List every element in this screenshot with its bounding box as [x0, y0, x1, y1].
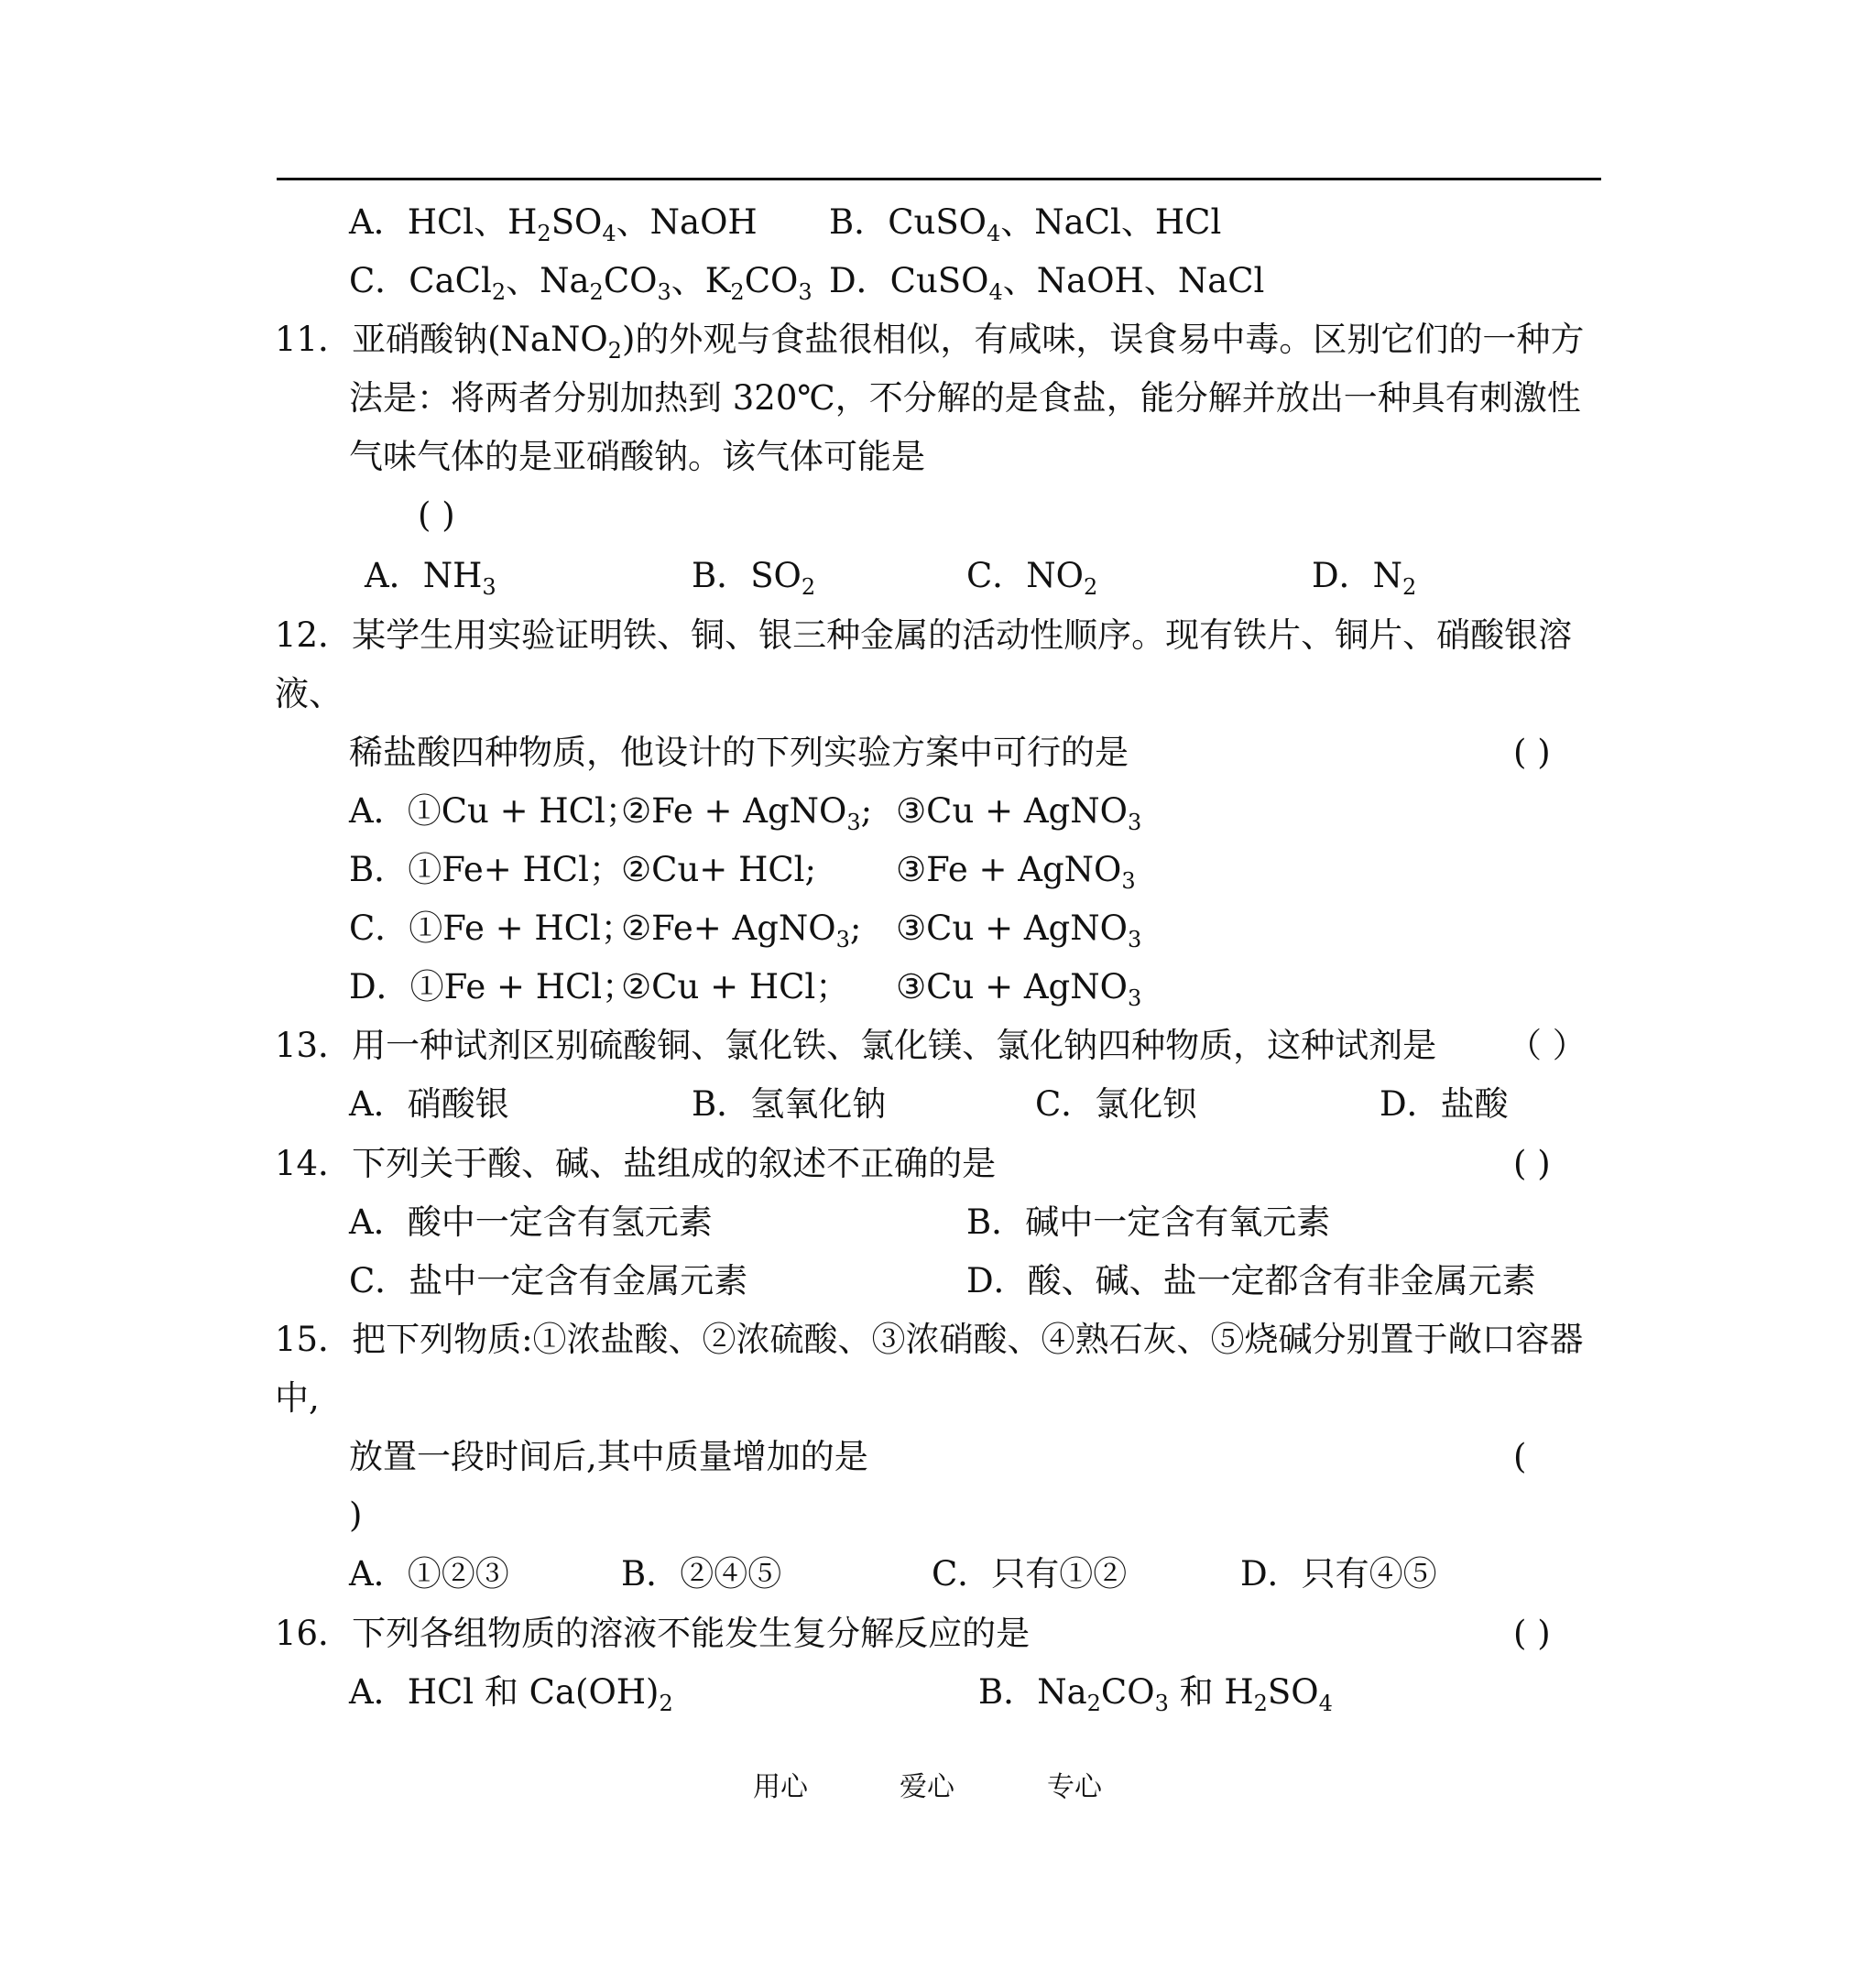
q10-option-d: D．CuSO$_4$、NaOH、NaCl [829, 261, 1265, 305]
q13-option-a: A．硝酸银 [349, 1084, 509, 1124]
subscript: 2 [607, 338, 622, 364]
subscript: 2 [537, 221, 551, 246]
q12-option-d-1: D．①Fe + HCl； [349, 967, 637, 1006]
q14-option-d: D．酸、碱、盐一定都含有非金属元素 [966, 1261, 1536, 1300]
q11-option-d: D．$N_2$ [1312, 556, 1417, 600]
q12-option-c-1: C．①Fe + HCl； [349, 908, 635, 948]
q15-option-c: C．只有①② [932, 1554, 1128, 1594]
q11-option-a: A．$NH_3$ [365, 556, 496, 600]
q12-option-b-1: B．①Fe+ HCl； [349, 850, 623, 889]
q11-option-c: C．$NO_2$ [966, 556, 1098, 600]
q12-answer-paren: ( ) [1513, 733, 1551, 772]
q12-option-d-3: ③Cu + AgNO$_3$ [896, 967, 1142, 1011]
q13-stem: 13．用一种试剂区别硫酸铜、氯化铁、氯化镁、氯化钠四种物质，这种试剂是 [275, 1026, 1437, 1065]
q15-answer-paren-open: ( [1513, 1437, 1527, 1476]
q10-option-b: B．CuSO$_4$、NaCl、HCl [829, 202, 1222, 246]
q12-option-d-2: ②Cu + HCl； [621, 967, 850, 1006]
q11-stem-line1: 11．亚硝酸钠(NaNO$_2$)的外观与食盐很相似，有咸味，误食易中毒。区别它们的一种方 [275, 320, 1585, 364]
footer-motto-right: 专心 [1047, 1771, 1102, 1803]
q15-stem-line1-wrap: 中, [275, 1378, 320, 1418]
q12-stem-line1-wrap: 液、 [275, 674, 343, 713]
q12-stem-line2: 稀盐酸四种物质，他设计的下列实验方案中可行的是 [349, 733, 1129, 772]
q16-answer-paren: ( ) [1513, 1614, 1551, 1653]
q16-option-a: A．HCl 和 $Ca(OH)_2$ [349, 1672, 673, 1716]
subscript: 2 [1084, 574, 1098, 600]
q14-option-c: C．盐中一定含有金属元素 [349, 1261, 748, 1300]
footer-motto-middle: 爱心 [900, 1771, 954, 1803]
q15-stem-line2: 放置一段时间后,其中质量增加的是 [349, 1437, 868, 1476]
q15-option-a: A．①②③ [349, 1554, 509, 1594]
q10-option-a: A．HCl、$H_2SO_4$、NaOH [349, 202, 758, 246]
subscript: 2 [801, 574, 816, 600]
q12-option-c-3: ③Cu + AgNO$_3$ [896, 908, 1142, 952]
q16-stem: 16．下列各组物质的溶液不能发生复分解反应的是 [275, 1614, 1031, 1653]
subscript: 3 [482, 574, 496, 600]
subscript: 3 [798, 279, 813, 305]
q11-answer-paren: ( ) [418, 495, 455, 535]
q14-stem: 14．下列关于酸、碱、盐组成的叙述不正确的是 [275, 1144, 997, 1183]
q11-option-b: B．$SO_2$ [692, 556, 816, 600]
subscript: 2 [491, 279, 507, 305]
q15-answer-paren-close: ) [349, 1496, 363, 1535]
q12-stem-line1: 12．某学生用实验证明铁、铜、银三种金属的活动性顺序。现有铁片、铜片、硝酸银溶 [275, 615, 1573, 655]
q12-option-a-3: ③Cu + AgNO$_3$ [896, 791, 1142, 835]
q12-option-b-2: ②Cu+ HCl; [621, 850, 816, 889]
subscript: 2 [659, 1691, 673, 1716]
q12-option-b-3: ③Fe + AgNO$_3$ [896, 850, 1136, 894]
subscript: 3 [1127, 810, 1142, 835]
subscript: 4 [1318, 1691, 1333, 1716]
q13-option-c: C．氯化钡 [1035, 1084, 1197, 1124]
subscript: 3 [657, 279, 671, 305]
subscript: 3 [1127, 927, 1142, 952]
q15-option-b: B．②④⑤ [621, 1554, 782, 1594]
subscript: 2 [589, 279, 604, 305]
subscript: 3 [846, 810, 861, 835]
subscript: 3 [1121, 868, 1136, 894]
q10-option-c: C．CaCl$_2$、$Na_2CO_3$、$K_2CO_3$ [349, 261, 813, 305]
q12-option-a-2: ②Fe + AgNO$_3$; [621, 791, 873, 835]
q12-option-c-2: ②Fe+ AgNO$_3$; [621, 908, 862, 952]
q16-option-b: B．$Na_2CO_3$ 和 $H_2SO_4$ [978, 1672, 1333, 1716]
q14-answer-paren: ( ) [1513, 1144, 1551, 1183]
q13-option-d: D．盐酸 [1380, 1084, 1509, 1124]
subscript: 4 [602, 221, 616, 246]
q11-stem-line3: 气味气体的是亚硝酸钠。该气体可能是 [349, 437, 925, 476]
subscript: 2 [730, 279, 745, 305]
subscript: 4 [988, 279, 1003, 305]
subscript: 3 [1154, 1691, 1169, 1716]
q12-option-a-1: A．①Cu + HCl； [349, 791, 639, 831]
subscript: 4 [987, 221, 1001, 246]
q15-stem-line1: 15．把下列物质:①浓盐酸、②浓硫酸、③浓硝酸、④熟石灰、⑤烧碱分别置于敞口容器 [275, 1320, 1584, 1359]
subscript: 2 [1402, 574, 1417, 600]
subscript: 2 [1253, 1691, 1268, 1716]
q15-option-d: D．只有④⑤ [1240, 1554, 1437, 1594]
subscript: 3 [1127, 985, 1142, 1011]
header-rule [277, 178, 1601, 180]
q13-answer-paren: （ ） [1508, 1026, 1587, 1065]
subscript: 3 [835, 927, 850, 952]
subscript: 2 [1086, 1691, 1101, 1716]
q13-option-b: B．氢氧化钠 [692, 1084, 887, 1124]
q14-option-a: A．酸中一定含有氢元素 [349, 1202, 713, 1242]
footer-motto-left: 用心 [753, 1771, 808, 1803]
q11-stem-line2: 法是：将两者分别加热到 320℃，不分解的是食盐，能分解并放出一种具有刺激性 [349, 378, 1581, 418]
q14-option-b: B．碱中一定含有氧元素 [966, 1202, 1331, 1242]
